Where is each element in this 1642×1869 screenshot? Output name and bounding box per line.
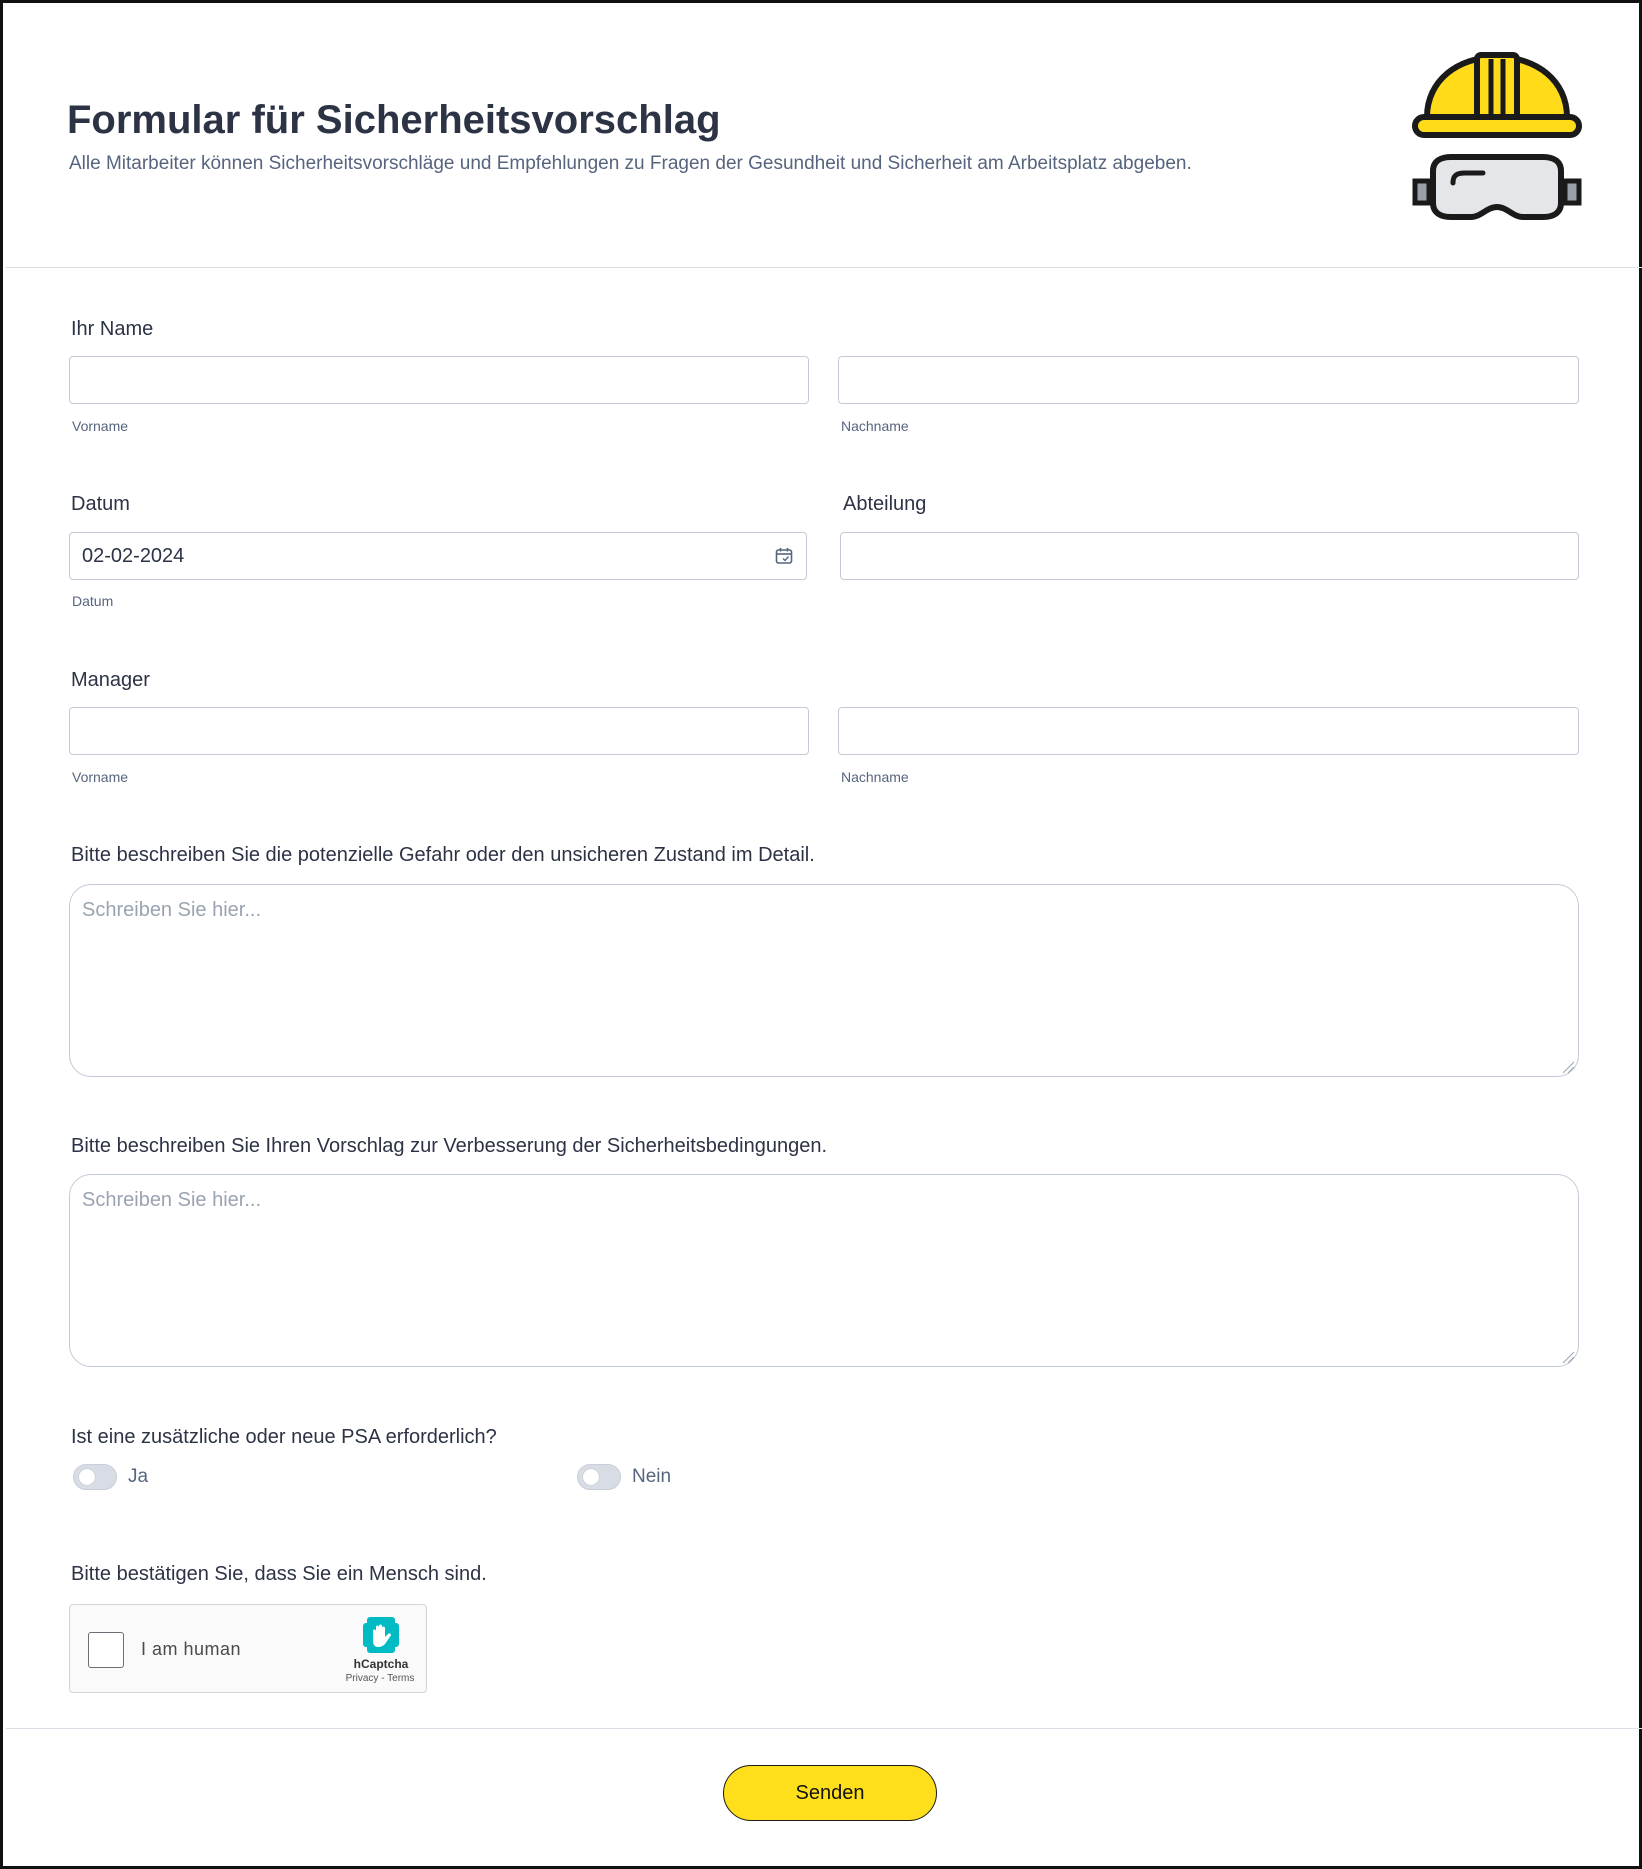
ppe-yes-toggle[interactable] bbox=[73, 1464, 117, 1490]
hcaptcha-privacy-terms-links[interactable]: Privacy - Terms bbox=[345, 1673, 415, 1684]
resize-grip-icon[interactable] bbox=[1561, 1350, 1575, 1364]
manager-label: Manager bbox=[71, 669, 150, 691]
calendar-icon[interactable] bbox=[774, 546, 794, 566]
hcaptcha-brand: hCaptcha bbox=[353, 1657, 409, 1671]
ppe-no-toggle[interactable] bbox=[577, 1464, 621, 1490]
footer-divider bbox=[6, 1728, 1642, 1729]
ppe-yes-label[interactable]: Ja bbox=[128, 1466, 149, 1487]
last-name-input[interactable] bbox=[838, 356, 1579, 404]
form-subtitle: Alle Mitarbeiter können Sicherheitsvorschläge und Empfehlungen zu Fragen der Gesundheit und Sicherheit am Arbeitsplatz abgeben. bbox=[69, 153, 1192, 174]
date-label: Datum bbox=[71, 493, 130, 515]
suggestion-label: Bitte beschreiben Sie Ihren Vorschlag zur Verbesserung der Sicherheitsbedingungen. bbox=[71, 1135, 828, 1157]
last-name-sublabel: Nachname bbox=[841, 418, 909, 434]
safety-helmet-goggles-icon bbox=[1411, 51, 1583, 225]
manager-first-name-sublabel: Vorname bbox=[72, 769, 129, 785]
submit-button[interactable]: Senden bbox=[723, 1765, 937, 1821]
first-name-input[interactable] bbox=[69, 356, 809, 404]
name-label: Ihr Name bbox=[71, 318, 154, 340]
manager-last-name-sublabel: Nachname bbox=[841, 769, 909, 785]
toggle-knob bbox=[583, 1469, 599, 1485]
manager-first-name-input[interactable] bbox=[69, 707, 809, 755]
hazard-label: Bitte beschreiben Sie die potenzielle Gefahr oder den unsicheren Zustand im Detail. bbox=[71, 844, 815, 866]
suggestion-textarea[interactable] bbox=[69, 1174, 1579, 1367]
date-sublabel: Datum bbox=[72, 593, 114, 609]
hcaptcha-logo-icon bbox=[361, 1615, 401, 1655]
department-input[interactable] bbox=[840, 532, 1579, 580]
resize-grip-icon[interactable] bbox=[1561, 1060, 1575, 1074]
form-title: Formular für Sicherheitsvorschlag bbox=[67, 98, 721, 142]
date-input[interactable] bbox=[69, 532, 807, 580]
hcaptcha-widget bbox=[69, 1604, 427, 1693]
captcha-checkbox-text: I am human bbox=[141, 1639, 242, 1659]
toggle-knob bbox=[79, 1469, 95, 1485]
first-name-sublabel: Vorname bbox=[72, 418, 129, 434]
ppe-no-label[interactable]: Nein bbox=[632, 1466, 672, 1487]
date-value: 02-02-2024 bbox=[82, 544, 185, 567]
department-label: Abteilung bbox=[843, 493, 927, 515]
hazard-textarea[interactable] bbox=[69, 884, 1579, 1077]
captcha-label: Bitte bestätigen Sie, dass Sie ein Mensch sind. bbox=[71, 1563, 487, 1585]
captcha-checkbox[interactable] bbox=[88, 1632, 124, 1668]
ppe-label: Ist eine zusätzliche oder neue PSA erforderlich? bbox=[71, 1426, 497, 1448]
manager-last-name-input[interactable] bbox=[838, 707, 1579, 755]
header-divider bbox=[6, 267, 1642, 268]
